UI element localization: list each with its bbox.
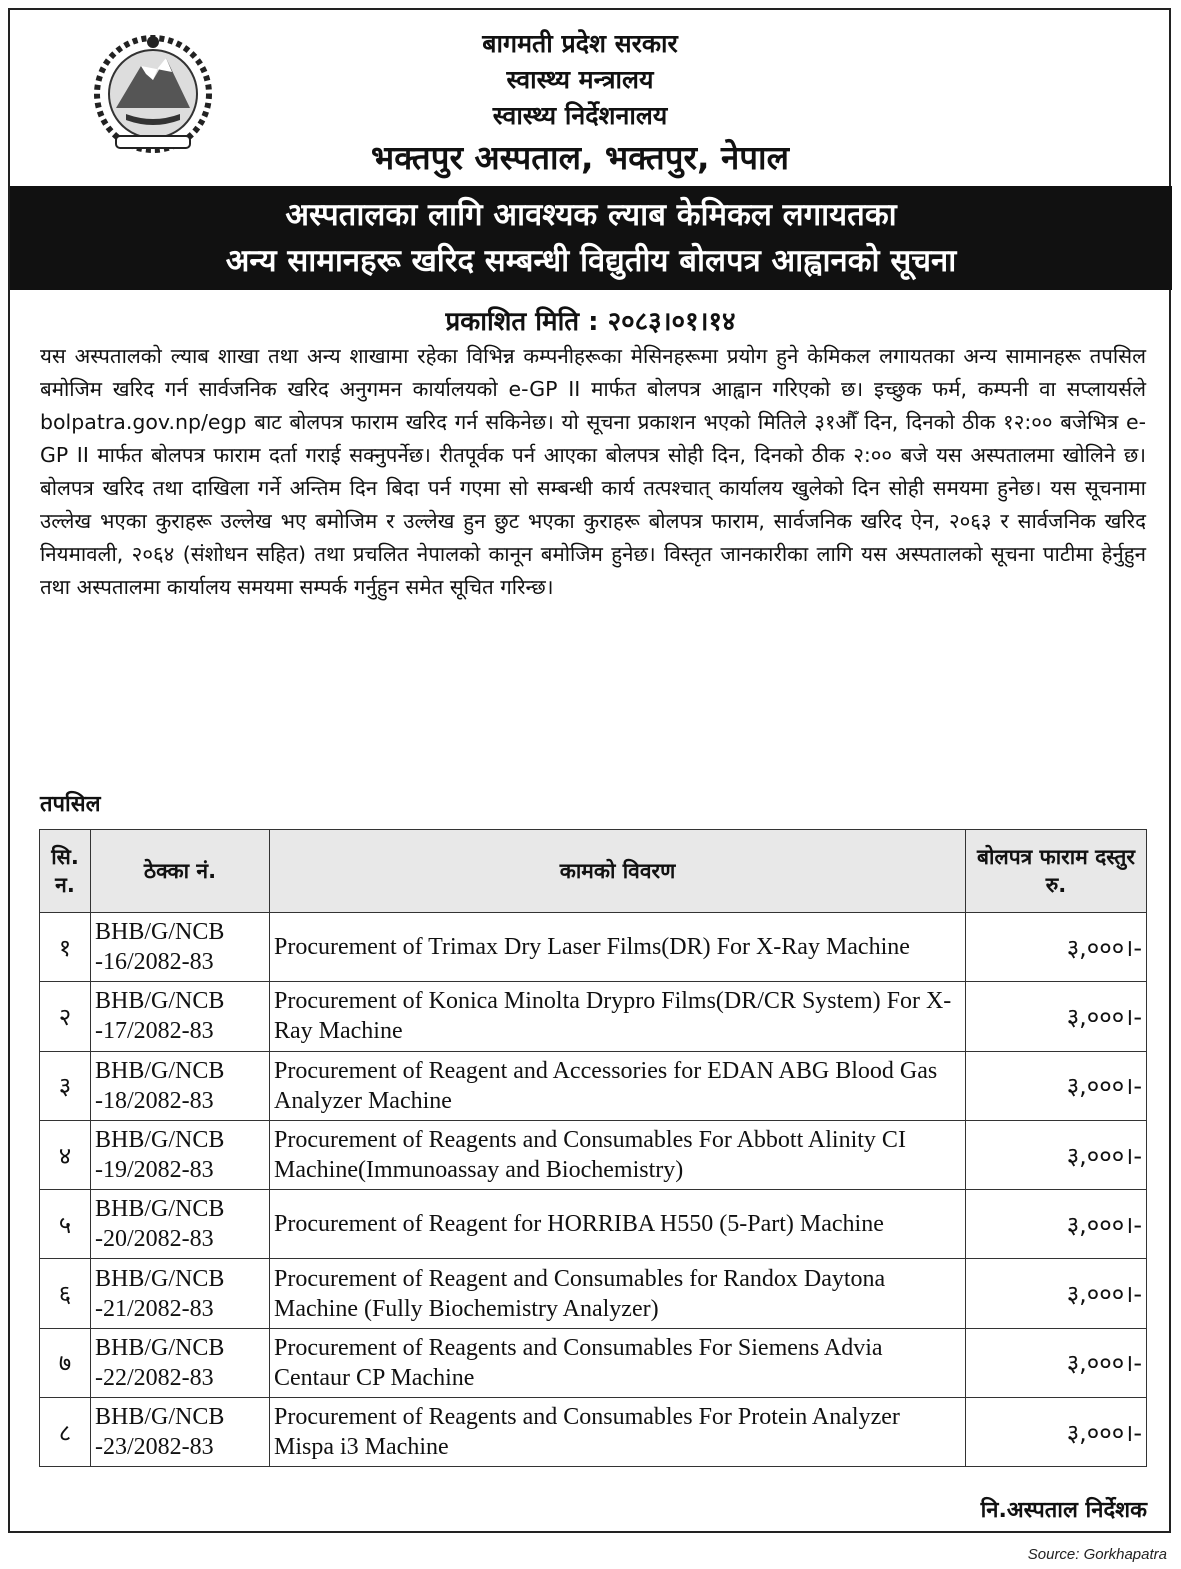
row-sn: ६ xyxy=(40,1259,91,1328)
row-sn: ७ xyxy=(40,1328,91,1397)
row-contract-no: BHB/G/NCB -19/2082-83 xyxy=(91,1120,270,1189)
row-description: Procurement of Reagents and Consumables For Abbott Alinity CI Machine(Immunoassay and Biochemistry) xyxy=(270,1120,966,1189)
header-directorate: स्वास्थ्य निर्देशनालय xyxy=(492,101,668,130)
header-ministry: स्वास्थ्य मन्त्रालय xyxy=(506,65,654,94)
row-contract-no: BHB/G/NCB -23/2082-83 xyxy=(91,1398,270,1467)
banner-line-2: अन्य सामानहरू खरिद सम्बन्धी विद्युतीय बोलपत्र आह्वानको सूचना xyxy=(225,243,957,279)
col-fee-header: बोलपत्र फाराम दस्तुर रु. xyxy=(966,830,1147,913)
table-row xyxy=(40,1051,1147,1120)
banner-line-1: अस्पतालका लागि आवश्यक ल्याब केमिकल लगायतका xyxy=(285,197,897,233)
table-row xyxy=(40,913,1147,982)
row-contract-no: BHB/G/NCB -16/2082-83 xyxy=(91,913,270,982)
row-contract-no: BHB/G/NCB -18/2082-83 xyxy=(91,1051,270,1120)
table-row xyxy=(40,1328,1147,1397)
row-fee: ३,०००।- xyxy=(966,982,1147,1051)
header-hospital: भक्तपुर अस्पताल, भक्तपुर, नेपाल xyxy=(371,138,789,177)
row-description: Procurement of Reagent and Accessories for EDAN ABG Blood Gas Analyzer Machine xyxy=(270,1051,966,1120)
signatory: नि.अस्पताल निर्देशक xyxy=(980,1498,1147,1523)
row-sn: ५ xyxy=(40,1190,91,1259)
col-code-header: ठेक्का नं. xyxy=(91,830,270,913)
notice-body: यस अस्पतालको ल्याब शाखा तथा अन्य शाखामा रहेका विभिन्न कम्पनीहरूका मेसिनहरूमा प्रयोग हुने केमिकल लगायतका अन्य सामानहरू तपसिल बमोजिम खरिद गर्न सार्वजनिक खरिद अनुगमन कार्यालयको e-GP II मार्फत बोलपत्र आह्वान गरिएको छ। इच्छुक फर्म, कम्पनी वा सप्लायर्सले bolpatra.gov.np/egp बाट बोलपत्र फाराम खरिद गर्न सकिनेछ। यो सूचना प्रकाशन भएको मितिले ३१औँ दिन, दिनको ठीक १२:०० बजेभित्र e-GP II मार्फत बोलपत्र फाराम दर्ता गराई सक्नुपर्नेछ। रीतपूर्वक पर्न आएका बोलपत्र सोही दिन, दिनको ठीक २:०० बजे यस अस्पतालमा खोलिने छ। बोलपत्र खरिद तथा दाखिला गर्ने अन्तिम दिन बिदा पर्न गएमा सो सम्बन्धी कार्य तत्पश्चात् कार्यालय खुलेको दिन सोही समयमा हुनेछ। यस सूचनामा उल्लेख भएका कुराहरू उल्लेख भए बमोजिम र उल्लेख हुन छुट भएका कुराहरू बोलपत्र फाराम, सार्वजनिक खरिद ऐन, २०६३ र सार्वजनिक खरिद नियमावली, २०६४ (संशोधन सहित) तथा प्रचलित नेपालको कानून बमोजिम हुनेछ। विस्तृत जानकारीका लागि यस अस्पतालको सूचना पाटीमा हेर्नुहुन तथा अस्पतालमा कार्यालय समयमा सम्पर्क गर्नुहुन समेत सूचित गरिन्छ। xyxy=(40,344,1146,599)
source-credit: Source: Gorkhapatra xyxy=(1027,1546,1167,1563)
row-description: Procurement of Reagents and Consumables For Protein Analyzer Mispa i3 Machine xyxy=(270,1398,966,1467)
row-sn: १ xyxy=(40,913,91,982)
row-fee: ३,०००।- xyxy=(966,1328,1147,1397)
published-date: प्रकाशित मिति : २०८३।०१।१४ xyxy=(445,307,736,337)
table-row xyxy=(40,1398,1147,1467)
row-fee: ३,०००।- xyxy=(966,1051,1147,1120)
row-description: Procurement of Reagent and Consumables for Randox Daytona Machine (Fully Biochemistry Analyzer) xyxy=(270,1259,966,1328)
table-header-row xyxy=(40,830,1147,913)
row-description: Procurement of Reagents and Consumables For Siemens Advia Centaur CP Machine xyxy=(270,1328,966,1397)
tender-table xyxy=(39,829,1147,1467)
table-row xyxy=(40,982,1147,1051)
schedule-heading: तपसिल xyxy=(40,792,101,817)
row-sn: २ xyxy=(40,982,91,1051)
notice-title-banner xyxy=(10,186,1172,290)
row-contract-no: BHB/G/NCB -17/2082-83 xyxy=(91,982,270,1051)
row-description: Procurement of Reagent for HORRIBA H550 (5-Part) Machine xyxy=(270,1190,966,1259)
col-sn-header: सि. न. xyxy=(40,830,91,913)
row-description: Procurement of Trimax Dry Laser Films(DR) For X-Ray Machine xyxy=(270,913,966,982)
row-sn: ४ xyxy=(40,1120,91,1189)
row-fee: ३,०००।- xyxy=(966,1120,1147,1189)
col-desc-header: कामको विवरण xyxy=(270,830,966,913)
row-contract-no: BHB/G/NCB -20/2082-83 xyxy=(91,1190,270,1259)
header-province: बागमती प्रदेश सरकार xyxy=(482,29,678,58)
table-row xyxy=(40,1259,1147,1328)
row-fee: ३,०००।- xyxy=(966,1398,1147,1467)
row-contract-no: BHB/G/NCB -22/2082-83 xyxy=(91,1328,270,1397)
table-row xyxy=(40,1190,1147,1259)
table-row xyxy=(40,1120,1147,1189)
row-sn: ८ xyxy=(40,1398,91,1467)
nepal-emblem-icon xyxy=(86,28,221,158)
row-fee: ३,०००।- xyxy=(966,1190,1147,1259)
row-fee: ३,०००।- xyxy=(966,913,1147,982)
row-fee: ३,०००।- xyxy=(966,1259,1147,1328)
row-sn: ३ xyxy=(40,1051,91,1120)
row-contract-no: BHB/G/NCB -21/2082-83 xyxy=(91,1259,270,1328)
row-description: Procurement of Konica Minolta Drypro Films(DR/CR System) For X-Ray Machine xyxy=(270,982,966,1051)
